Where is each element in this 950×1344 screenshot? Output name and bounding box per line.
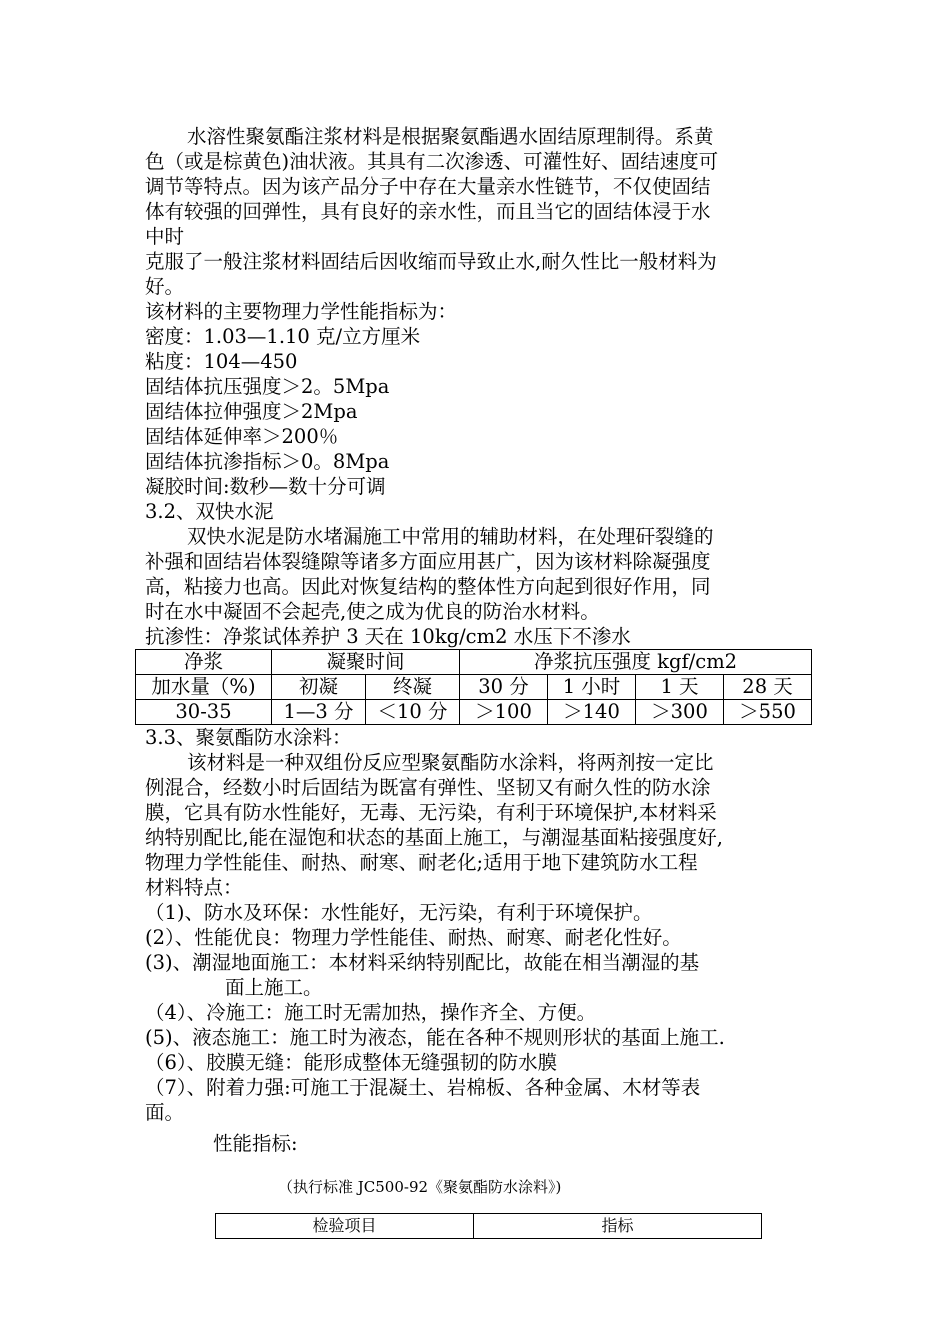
header-cell: 净浆 (136, 650, 272, 675)
cement-line-3: 高，粘接力也高。因此对恢复结构的整体性方向起到很好作用，同 (145, 575, 711, 598)
table-cell: 1—3 分 (272, 700, 366, 725)
header-cell: 终凝 (366, 675, 460, 700)
feature-4: （4）、冷施工：施工时无需加热，操作齐全、方便。 (145, 1001, 597, 1024)
feature-6: （6）、胶膜无缝：能形成整体无缝强韧的防水膜 (145, 1051, 558, 1074)
section-3-2-title: 3.2、双快水泥 (145, 500, 274, 523)
header-cell: 凝聚时间 (272, 650, 460, 675)
standard-note: （执行标准 JC500-92《聚氨酯防水涂料》) (278, 1177, 562, 1196)
table-subheader-row (136, 675, 812, 700)
feature-2: (2）、性能优良：物理力学性能佳、耐热、耐寒、耐老化性好。 (145, 926, 682, 949)
prop-viscosity: 粘度：104—450 (145, 350, 298, 373)
cement-line-2: 补强和固结岩体裂缝隙等诸多方面应用甚广，因为该材料除凝强度 (145, 550, 711, 573)
prop-compressive: 固结体抗压强度＞2。5Mpa (145, 375, 390, 398)
intro-line-4: 体有较强的回弹性，具有良好的亲水性，而且当它的固结体浸于水 (145, 200, 711, 223)
intro-line-3: 调节等特点。因为该产品分子中存在大量亲水性链节，不仅使固结 (145, 175, 711, 198)
feature-5: (5)、液态施工：施工时为液态，能在各种不规则形状的基面上施工. (145, 1026, 725, 1049)
header-cell: 30 分 (460, 675, 548, 700)
prop-elongation: 固结体延伸率＞200％ (145, 425, 339, 448)
cement-line-1: 双快水泥是防水堵漏施工中常用的辅助材料，在处理矸裂缝的 (187, 525, 714, 548)
feature-1: （1)、防水及环保：水性能好，无污染，有利于环境保护。 (145, 901, 653, 924)
coating-line-5: 物理力学性能佳、耐热、耐寒、耐老化;适用于地下建筑防水工程 (145, 851, 698, 874)
cement-table (135, 649, 812, 725)
table-row (136, 700, 812, 725)
table-cell: ＜10 分 (366, 700, 460, 725)
feature-3-cont: 面上施工。 (225, 976, 323, 999)
coating-line-1: 该材料是一种双组份反应型聚氨酯防水涂料，将两剂按一定比 (187, 751, 714, 774)
header-cell: 加水量（%) (136, 675, 272, 700)
coating-line-4: 纳特别配比,能在湿饱和状态的基面上施工，与潮湿基面粘接强度好, (145, 826, 723, 849)
prop-density: 密度：1.03—1.10 克/立方厘米 (145, 325, 421, 348)
prop-tensile: 固结体拉伸强度＞2Mpa (145, 400, 358, 423)
header-cell: 检验项目 (216, 1213, 474, 1238)
table-cell: ＞100 (460, 700, 548, 725)
coating-line-2: 例混合，经数小时后固结为既富有弹性、坚韧又有耐久性的防水涂 (145, 776, 711, 799)
coating-line-3: 膜，它具有防水性能好，无毒、无污染，有利于环境保护,本材料采 (145, 801, 717, 824)
table-cell: ＞140 (548, 700, 636, 725)
header-cell: 1 天 (636, 675, 724, 700)
performance-title: 性能指标: (213, 1132, 298, 1155)
header-cell: 净浆抗压强度 kgf/cm2 (460, 650, 812, 675)
feature-7: （7）、附着力强:可施工于混凝土、岩棉板、各种金属、木材等表 (145, 1076, 701, 1099)
performance-table (215, 1213, 762, 1239)
table-cell: ＞300 (636, 700, 724, 725)
document-page (145, 124, 810, 1239)
table-header-row (216, 1213, 762, 1238)
intro-line-5: 中时 (145, 225, 185, 248)
header-cell: 初凝 (272, 675, 366, 700)
prop-gel-time: 凝胶时间:数秒—数十分可调 (145, 475, 386, 498)
props-title: 该材料的主要物理力学性能指标为： (145, 300, 458, 323)
table-cell: ＞550 (724, 700, 812, 725)
header-cell: 1 小时 (548, 675, 636, 700)
feature-3: (3)、潮湿地面施工：本材料采纳特别配比，故能在相当潮湿的基 (145, 951, 700, 974)
section-3-3-title: 3.3、聚氨酯防水涂料： (145, 726, 352, 749)
intro-line-7: 好。 (145, 275, 185, 298)
table-header-row (136, 650, 812, 675)
feature-7-cont: 面。 (145, 1101, 185, 1124)
features-title: 材料特点： (145, 876, 243, 899)
intro-line-6: 克服了一般注浆材料固结后因收缩而导致止水,耐久性比一般材料为 (145, 250, 717, 273)
impermeability-line: 抗渗性：净浆试体养护 3 天在 10kg/cm2 水压下不渗水 (145, 625, 631, 648)
prop-impermeability: 固结体抗渗指标＞0。8Mpa (145, 450, 390, 473)
header-cell: 指标 (474, 1213, 762, 1238)
intro-line-1: 水溶性聚氨酯注浆材料是根据聚氨酯遇水固结原理制得。系黄 (187, 125, 714, 148)
header-cell: 28 天 (724, 675, 812, 700)
intro-line-2: 色（或是棕黄色)油状液。其具有二次渗透、可灌性好、固结速度可 (145, 150, 719, 173)
table-cell: 30-35 (136, 700, 272, 725)
cement-line-4: 时在水中凝固不会起壳,使之成为优良的防治水材料。 (145, 600, 600, 623)
